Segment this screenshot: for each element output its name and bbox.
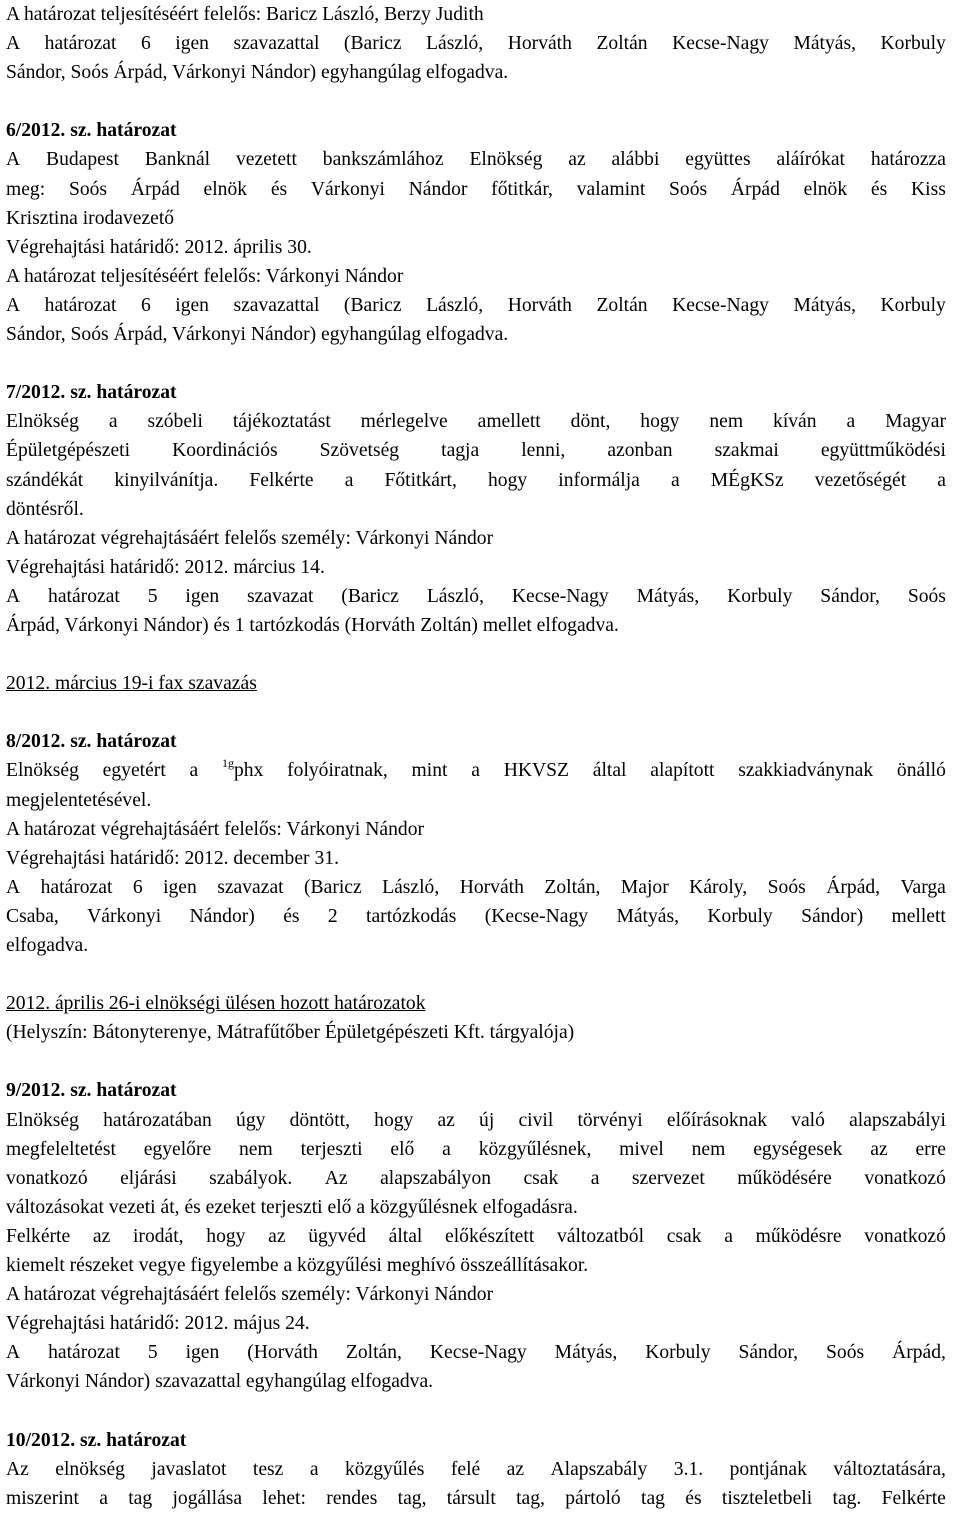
word: a: [471, 760, 480, 782]
responsible-line: A határozat teljesítéséért felelős: Várkonyi Nándor: [6, 265, 404, 287]
word: 5: [147, 1342, 158, 1364]
word: bankszámlához: [322, 149, 444, 171]
word: felé: [450, 1458, 481, 1480]
word: hogy: [640, 411, 680, 433]
word: határozat: [44, 294, 117, 316]
word: társult: [446, 1487, 496, 1509]
word: Épületgépészeti: [6, 440, 131, 462]
resolution-body-line: változásokat vezeti át, és ezeket terjeszti elő a közgyűlésnek elfogadásra.: [6, 1196, 578, 1218]
word: Soós: [767, 876, 806, 898]
word: vonatkozó: [864, 1225, 946, 1247]
word: és: [685, 1487, 702, 1509]
word: elnök: [803, 178, 848, 200]
word: alapított: [650, 760, 715, 782]
word: 2: [327, 905, 338, 927]
magazine-title: [222, 756, 263, 785]
word: azonban: [607, 440, 673, 462]
spacer: [6, 1047, 946, 1076]
word: Mátyás,: [616, 905, 680, 927]
vote-line-justified: [6, 1338, 946, 1367]
word: (Kecse-Nagy: [484, 905, 589, 927]
resolution-body-line: [6, 1484, 946, 1513]
resolution-body-line: [6, 756, 946, 785]
word: működésére: [737, 1167, 832, 1189]
word: Horváth: [459, 876, 524, 898]
word: mellett: [891, 905, 946, 927]
word: a: [590, 1167, 600, 1189]
word: eljárási: [120, 1167, 177, 1189]
fax-vote-heading: 2012. március 19-i fax szavazás: [6, 673, 257, 695]
word: által: [388, 1225, 423, 1247]
word: Kecse-Nagy: [672, 294, 769, 316]
vote-line: Sándor, Soós Árpád, Várkonyi Nándor) egyhangúlag elfogadva.: [6, 62, 509, 84]
word: az: [268, 1225, 286, 1247]
word: (Horváth: [247, 1342, 318, 1364]
word: Kecse-Nagy: [429, 1342, 527, 1364]
word: igen: [185, 585, 220, 607]
word: alapszabályi: [849, 1109, 946, 1131]
deadline-line: Végrehajtási határidő: 2012. április 30.: [6, 236, 312, 258]
resolution-10: [6, 1426, 946, 1513]
word: és: [283, 905, 300, 927]
word: Korbuly: [727, 585, 793, 607]
word: igen: [175, 33, 209, 55]
word: Mátyás,: [793, 294, 857, 316]
word: László,: [426, 294, 484, 316]
word: László,: [426, 33, 484, 55]
resolution-title: 10/2012. sz. határozat: [6, 1429, 187, 1451]
word: Az: [324, 1167, 348, 1189]
word: A: [6, 294, 21, 316]
word: határozatában: [103, 1109, 212, 1131]
word: A: [6, 876, 21, 898]
word: mint: [411, 760, 448, 782]
word: úgy: [236, 1109, 266, 1131]
resolution-body-line: [6, 466, 946, 495]
word: Soós: [68, 178, 108, 200]
spacer: [6, 87, 946, 116]
vote-line-justified: [6, 29, 946, 58]
word: vezetett: [236, 149, 297, 171]
word: a: [189, 760, 199, 782]
word: által: [592, 760, 627, 782]
word: A: [6, 1342, 21, 1364]
resolution-body-line: [6, 145, 946, 174]
word: valamint: [576, 178, 646, 200]
word: Nándor: [408, 178, 468, 200]
word: határozat: [40, 876, 113, 898]
word: Zoltán,: [544, 876, 601, 898]
resolution-title: 9/2012. sz. határozat: [6, 1080, 177, 1102]
word: miszerint: [6, 1487, 79, 1509]
word: szavazattal: [233, 33, 320, 55]
word: (Baricz: [304, 876, 362, 898]
resolution-body-line: kiemelt részeket vegye figyelembe a közgyűlési meghívó összeállításakor.: [6, 1255, 589, 1277]
word: elnökség: [55, 1458, 125, 1480]
word: a: [670, 469, 680, 491]
word: a: [99, 1487, 108, 1509]
word: Korbuly: [645, 1342, 711, 1364]
word: döntött,: [289, 1109, 350, 1131]
word: az: [506, 1458, 525, 1480]
word: Soós: [669, 178, 708, 200]
word: szavazat: [217, 876, 284, 898]
resolution-9: [6, 1076, 946, 1396]
word: kíván: [773, 411, 817, 433]
word: Sándor): [801, 905, 864, 927]
vote-line: elfogadva.: [6, 935, 89, 956]
word: Kiss: [910, 178, 946, 200]
word: 6: [140, 33, 151, 55]
word: Várkonyi: [87, 905, 162, 927]
word: a: [442, 1138, 451, 1160]
word: A: [6, 149, 21, 171]
word: ügyvéd: [308, 1225, 366, 1247]
word: tag,: [516, 1487, 545, 1509]
superscript-text: 1g: [221, 756, 234, 771]
word: együttes: [685, 149, 751, 171]
resolution-body-line: [6, 1164, 946, 1193]
word: pontjának: [729, 1458, 807, 1480]
responsible-line: A határozat teljesítéséért felelős: Baricz László, Berzy Judith: [6, 4, 484, 25]
word: az: [437, 1109, 455, 1131]
word: közgyűlés: [344, 1458, 425, 1480]
word: előkészített: [445, 1225, 535, 1247]
word: Soós: [826, 1342, 865, 1364]
word: hogy: [487, 469, 528, 491]
word: szabályok.: [209, 1167, 293, 1189]
word: Sándor,: [820, 585, 880, 607]
word: szavazattal: [233, 294, 320, 316]
word: irodát,: [132, 1225, 184, 1247]
word: folyóiratnak,: [287, 760, 388, 782]
word: egyelőre: [143, 1138, 212, 1160]
word: szakkiadványnak: [738, 760, 874, 782]
magazine-title-rest: phx: [233, 760, 264, 782]
word: Horváth: [507, 33, 572, 55]
resolution-8: [6, 727, 946, 960]
word: Zoltán,: [345, 1342, 402, 1364]
word: Korbuly: [880, 294, 946, 316]
word: aláírókat: [776, 149, 845, 171]
word: tájékoztatást: [232, 411, 331, 433]
word: a: [344, 469, 354, 491]
word: változatból: [556, 1225, 645, 1247]
vote-line-justified: [6, 582, 946, 611]
word: tesz: [252, 1458, 284, 1480]
word: Károly,: [689, 876, 748, 898]
word: szakmai: [714, 440, 779, 462]
word: és: [870, 178, 888, 200]
word: informálja: [558, 469, 640, 491]
word: (Baricz: [341, 585, 399, 607]
resolution-body-line: [6, 1135, 946, 1164]
word: tiszteletbeli: [721, 1487, 813, 1509]
responsible-line: A határozat végrehajtásáért felelős személy: Várkonyi Nándor: [6, 527, 494, 549]
word: az: [92, 1225, 111, 1247]
word: tartózkodás: [366, 905, 457, 927]
word: a: [724, 1225, 733, 1247]
word: hogy: [206, 1225, 246, 1247]
word: megfeleltetést: [6, 1138, 116, 1160]
word: Várkonyi: [310, 178, 385, 200]
word: elő: [390, 1138, 415, 1160]
word: igen: [175, 294, 209, 316]
word: Csaba,: [6, 905, 59, 927]
word: a: [108, 411, 118, 433]
word: Árpád,: [892, 1342, 946, 1364]
spacer: [6, 698, 946, 727]
word: tag: [128, 1487, 153, 1509]
resolution-body-line: döntésről.: [6, 498, 84, 520]
word: hogy: [374, 1109, 414, 1131]
resolution-body-line: [6, 175, 946, 204]
word: nem: [239, 1138, 273, 1160]
word: Varga: [900, 876, 946, 898]
resolution-body-line: [6, 407, 946, 436]
word: törvényi: [577, 1109, 643, 1131]
word: pártoló: [565, 1487, 621, 1509]
resolution-body-line: [6, 436, 946, 465]
word: Magyar: [885, 411, 946, 433]
resolution-body-line: [6, 1106, 946, 1135]
word: civil: [518, 1109, 554, 1131]
word: határozat: [44, 33, 117, 55]
word: Budapest: [46, 149, 119, 171]
word: terjeszti: [300, 1138, 363, 1160]
word: Az: [6, 1458, 29, 1480]
word: amellett: [477, 411, 541, 433]
word: mivel: [619, 1138, 664, 1160]
deadline-line: Végrehajtási határidő: 2012. december 31.: [6, 847, 339, 869]
resolution-6: [6, 116, 946, 349]
word: határozza: [870, 149, 946, 171]
word: a: [937, 469, 946, 491]
word: HKVSZ: [503, 760, 570, 782]
word: 5: [147, 585, 158, 607]
word: alábbi: [611, 149, 660, 171]
word: László,: [382, 876, 440, 898]
word: MÉgKSz: [710, 469, 784, 491]
word: igen: [185, 1342, 220, 1364]
word: Zoltán: [596, 294, 648, 316]
responsible-line: A határozat végrehajtásáért felelős: Várkonyi Nándor: [6, 818, 425, 840]
word: egységesek: [753, 1138, 843, 1160]
spacer: [6, 349, 946, 378]
word: Elnökség: [6, 411, 79, 433]
word: meg:: [6, 178, 46, 200]
word: tag.: [832, 1487, 862, 1509]
word: Mátyás,: [636, 585, 700, 607]
word: csak: [666, 1225, 702, 1247]
word: határozat: [48, 585, 120, 607]
word: előírásoknak: [666, 1109, 768, 1131]
word: Koordinációs: [172, 440, 278, 462]
word: szavazat: [247, 585, 314, 607]
vote-line: Árpád, Várkonyi Nándor) és 1 tartózkodás (Horváth Zoltán) mellet elfogadva.: [6, 614, 619, 636]
word: működésre: [755, 1225, 842, 1247]
word: Horváth: [507, 294, 572, 316]
responsible-line: A határozat végrehajtásáért felelős személy: Várkonyi Nándor: [6, 1284, 494, 1306]
word: A: [6, 585, 21, 607]
word: Banknál: [144, 149, 211, 171]
word: Major: [620, 876, 669, 898]
word: új: [479, 1109, 495, 1131]
resolution-title: 7/2012. sz. határozat: [6, 382, 177, 404]
word: Kecse-Nagy: [672, 33, 769, 55]
word: főtitkár,: [491, 178, 553, 200]
word: 3.1.: [673, 1458, 704, 1480]
vote-line-justified: [6, 902, 946, 931]
vote-line: Várkonyi Nándor) szavazattal egyhangúlag elfogadva.: [6, 1371, 434, 1393]
body-text-start: Elnökség: [6, 760, 79, 782]
word: 6: [132, 876, 143, 898]
resolution-body-line: megjelentetésével.: [6, 789, 152, 811]
word: önálló: [896, 760, 946, 782]
word: (Baricz: [343, 294, 402, 316]
word: (Baricz: [343, 33, 402, 55]
word: szervezet: [631, 1167, 705, 1189]
word: vonatkozó: [864, 1167, 946, 1189]
word: az: [568, 149, 586, 171]
word: változtatására,: [833, 1458, 946, 1480]
intro-section: [6, 0, 946, 87]
word: az: [870, 1138, 888, 1160]
word: kinyilvánítja.: [114, 469, 219, 491]
word: Felkérte: [249, 469, 314, 491]
word: Elnökség: [469, 149, 543, 171]
word: közgyűlésnek,: [478, 1138, 592, 1160]
word: lehet:: [262, 1487, 306, 1509]
word: Felkérte: [881, 1487, 946, 1509]
word: vezetőségét: [814, 469, 907, 491]
spacer: [6, 1397, 946, 1426]
word: mérlegelve: [360, 411, 448, 433]
word: Árpád,: [826, 876, 881, 898]
word: Mátyás,: [554, 1342, 618, 1364]
word: Sándor,: [738, 1342, 799, 1364]
word: 6: [140, 294, 151, 316]
word: tag,: [397, 1487, 427, 1509]
word: a: [846, 411, 856, 433]
meeting-location: (Helyszín: Bátonyterenye, Mátrafűtőber Épületgépészeti Kft. tárgyalója): [6, 1022, 575, 1044]
word: igen: [163, 876, 197, 898]
word: szóbeli: [147, 411, 203, 433]
word: Kecse-Nagy: [511, 585, 609, 607]
spacer: [6, 960, 946, 989]
resolution-title: 6/2012. sz. határozat: [6, 120, 177, 142]
word: Korbuly: [707, 905, 773, 927]
word: vonatkozó: [6, 1167, 88, 1189]
word: csak: [523, 1167, 559, 1189]
deadline-line: Végrehajtási határidő: 2012. május 24.: [6, 1313, 310, 1335]
word: jogállása: [172, 1487, 243, 1509]
word: tag: [641, 1487, 665, 1509]
resolution-body-line: [6, 1222, 946, 1251]
resolution-title: 8/2012. sz. határozat: [6, 731, 177, 753]
word: Főtitkárt,: [384, 469, 457, 491]
word: való: [791, 1109, 825, 1131]
word: határozat: [48, 1342, 120, 1364]
resolution-body-line: Krisztina irodavezető: [6, 207, 175, 229]
word: László,: [426, 585, 484, 607]
word: Nándor): [189, 905, 255, 927]
spacer: [6, 640, 946, 669]
word: alapszabályon: [380, 1167, 492, 1189]
word: javaslatot: [151, 1458, 227, 1480]
word: tagja: [441, 440, 480, 462]
word: Felkérte: [6, 1225, 71, 1247]
resolution-body-line: [6, 1455, 946, 1484]
word: Árpád: [130, 178, 180, 200]
word: és: [270, 178, 288, 200]
vote-line: Sándor, Soós Árpád, Várkonyi Nándor) egyhangúlag elfogadva.: [6, 324, 509, 346]
word: nem: [709, 411, 744, 433]
word: erre: [915, 1138, 946, 1160]
vote-line-justified: [6, 291, 946, 320]
word: szándékát: [6, 469, 84, 491]
word: Zoltán: [596, 33, 648, 55]
word: Árpád: [730, 178, 780, 200]
word: Elnökség: [6, 1109, 79, 1131]
word: a: [309, 1458, 319, 1480]
meeting-heading: 2012. április 26-i elnökségi ülésen hozott határozatok: [6, 993, 426, 1015]
word: egyetért: [102, 760, 166, 782]
word: nem: [691, 1138, 726, 1160]
word: Alapszabály: [550, 1458, 648, 1480]
word: Soós: [907, 585, 946, 607]
word: lenni,: [521, 440, 566, 462]
word: Szövetség: [319, 440, 400, 462]
word: együttműködési: [820, 440, 946, 462]
word: Korbuly: [880, 33, 946, 55]
resolution-7: [6, 378, 946, 640]
word: elnök: [203, 178, 248, 200]
word: rendes: [326, 1487, 378, 1509]
word: dönt,: [570, 411, 611, 433]
word: Mátyás,: [793, 33, 857, 55]
word: A: [6, 33, 21, 55]
deadline-line: Végrehajtási határidő: 2012. március 14.: [6, 556, 325, 578]
vote-line-justified: [6, 873, 946, 902]
